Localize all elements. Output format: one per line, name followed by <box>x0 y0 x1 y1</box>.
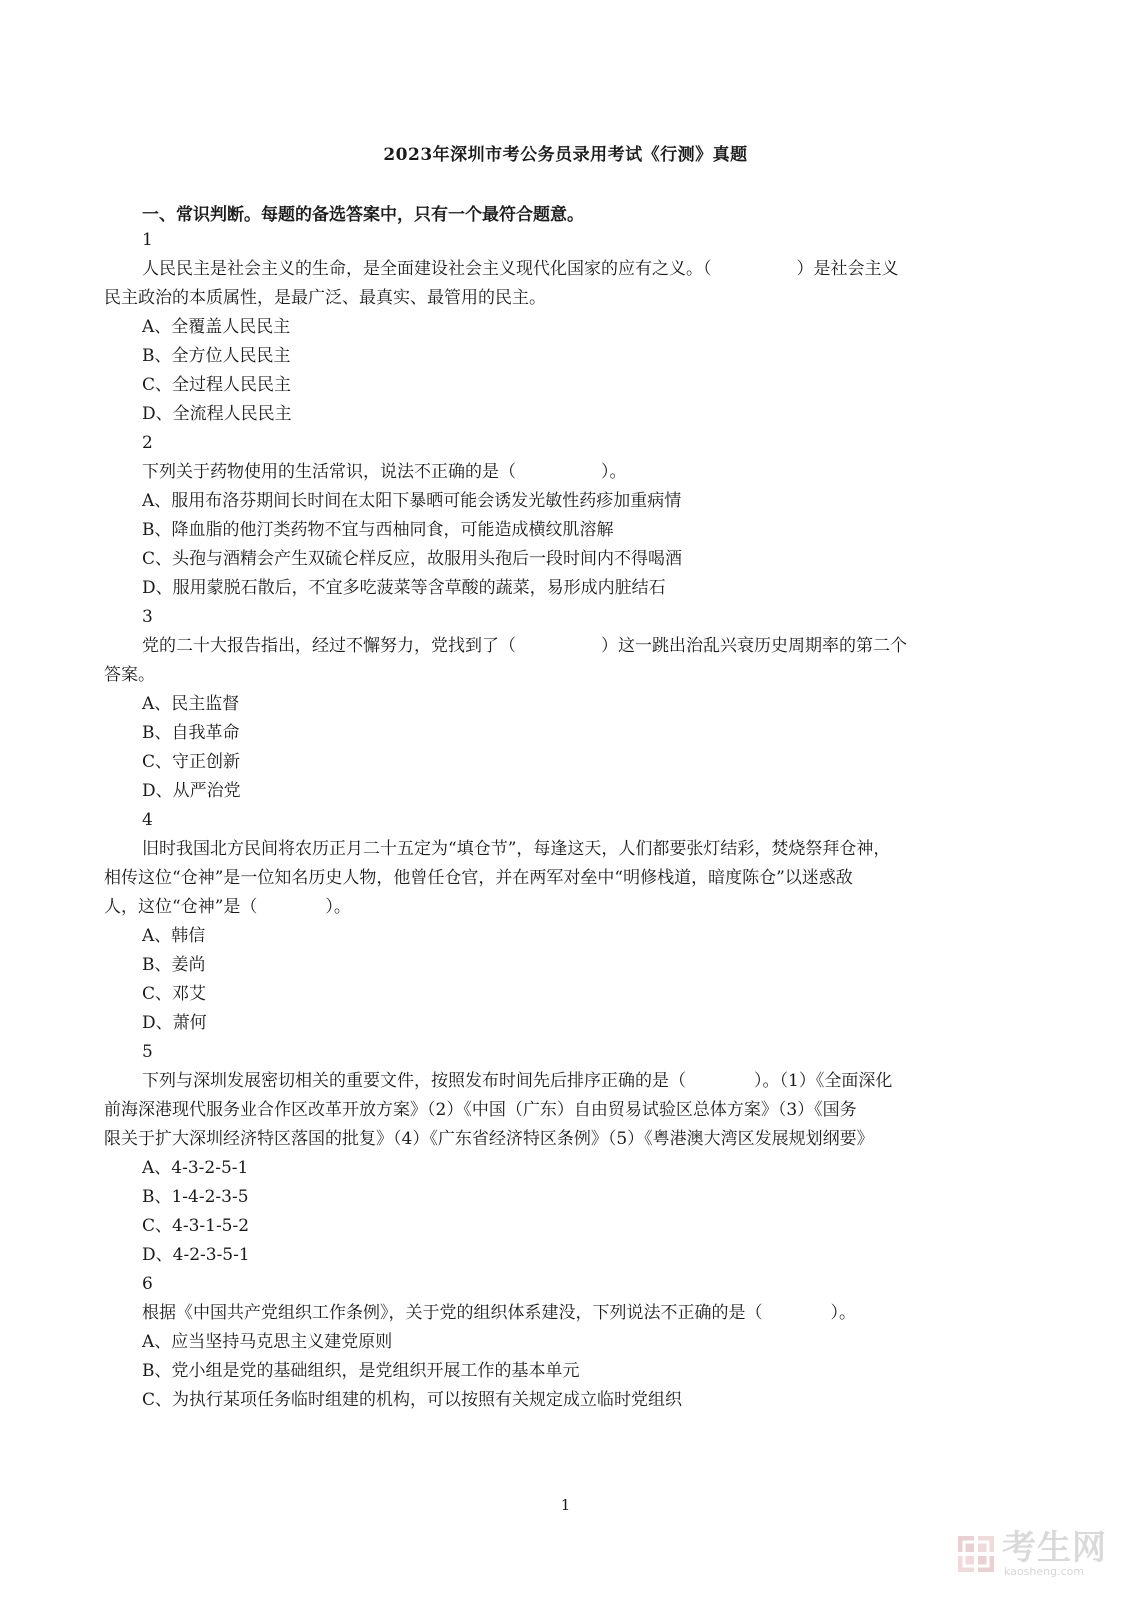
question-5 <box>104 1038 1030 1270</box>
option-d: D、萧何 <box>142 1013 207 1033</box>
question-number: 2 <box>142 433 153 453</box>
question-stem-line: 旧时我国北方民间将农历正月二十五定为“填仓节”，每逢这天，人们都要张灯结彩，焚烧祭拜仓神， <box>142 839 891 859</box>
option-d: D、服用蒙脱石散后，不宜多吃菠菜等含草酸的蔬菜，易形成内脏结石 <box>142 578 666 598</box>
document-title: 2023年深圳市考公务员录用考试《行测》真题 <box>383 145 748 165</box>
option-c: C、全过程人民民主 <box>142 375 292 395</box>
option-b: B、全方位人民民主 <box>142 346 291 366</box>
option-a: A、服用布洛芬期间长时间在太阳下暴晒可能会诱发光敏性药疹加重病情 <box>142 491 682 511</box>
option-b: B、降血脂的他汀类药物不宜与西柚同食，可能造成横纹肌溶解 <box>142 520 614 540</box>
option-d: D、从严治党 <box>142 781 241 801</box>
option-a: A、应当坚持马克思主义建党原则 <box>142 1332 393 1352</box>
question-number: 1 <box>142 230 153 250</box>
question-stem-line: 人民民主是社会主义的生命，是全面建设社会主义现代化国家的应有之义。（ ）是社会主义 <box>142 259 899 279</box>
watermark-name: 考生网 <box>1002 1528 1107 1568</box>
question-stem-line: 答案。 <box>104 665 155 685</box>
question-4 <box>104 806 1030 1038</box>
option-a: A、韩信 <box>142 926 206 946</box>
question-number: 5 <box>142 1042 153 1062</box>
question-1 <box>104 226 1030 429</box>
option-b: B、姜尚 <box>142 955 206 975</box>
question-stem-line: 党的二十大报告指出，经过不懈努力，党找到了（ ）这一跳出治乱兴衰历史周期率的第二个 <box>142 636 907 656</box>
option-a: A、民主监督 <box>142 694 240 714</box>
option-d: D、全流程人民民主 <box>142 404 292 424</box>
question-3 <box>104 603 1030 806</box>
question-stem-line: 根据《中国共产党组织工作条例》，关于党的组织体系建没，下列说法不正确的是（ ）。 <box>142 1303 856 1323</box>
question-stem-line: 相传这位“仓神”是一位知名历史人物，他曾任仓官，并在两军对垒中“明修栈道，暗度陈仓”以迷惑敌 <box>104 868 853 888</box>
option-c: C、头孢与酒精会产生双硫仑样反应，故服用头孢后一段时间内不得喝酒 <box>142 549 683 569</box>
page-number: 1 <box>560 1496 571 1514</box>
question-number: 3 <box>142 607 153 627</box>
question-number: 4 <box>142 810 153 830</box>
question-stem-line: 民主政治的本质属性，是最广泛、最真实、最管用的民主。 <box>104 288 546 308</box>
question-stem-line: 前海深港现代服务业合作区改革开放方案》（2）《中国（广东）自由贸易试验区总体方案》（3）《国务 <box>104 1100 857 1120</box>
watermark-text <box>1002 1530 1107 1578</box>
question-stem-line: 下列与深圳发展密切相关的重要文件，按照发布时间先后排序正确的是（ ）。（1）《全面深化 <box>142 1071 893 1091</box>
question-stem-line: 下列关于药物使用的生活常识，说法不正确的是（ ）。 <box>142 462 627 482</box>
option-b: B、1-4-2-3-5 <box>142 1187 249 1207</box>
question-number: 6 <box>142 1274 153 1294</box>
option-a: A、全覆盖人民民主 <box>142 317 291 337</box>
option-d: D、4-2-3-5-1 <box>142 1245 250 1265</box>
option-b: B、自我革命 <box>142 723 240 743</box>
option-b: B、党小组是党的基础组织，是党组织开展工作的基本单元 <box>142 1361 580 1381</box>
question-2 <box>104 429 1030 603</box>
question-stem-line: 人，这位“仓神”是（ ）。 <box>104 897 351 917</box>
option-a: A、4-3-2-5-1 <box>142 1158 249 1178</box>
option-c: C、守正创新 <box>142 752 241 772</box>
watermark-url: kaosheng.com <box>1004 1565 1085 1578</box>
question-stem-line: 限关于扩大深圳经济特区落国的批复》（4）《广东省经济特区条例》（5）《粤港澳大湾区发展规划纲要》 <box>104 1129 874 1149</box>
option-c: C、邓艾 <box>142 984 207 1004</box>
question-6 <box>104 1270 1030 1415</box>
option-c: C、4-3-1-5-2 <box>142 1216 250 1236</box>
section-heading: 一、常识判断。每题的备选答案中，只有一个最符合题意。 <box>142 205 584 225</box>
site-watermark <box>956 1530 1107 1578</box>
question-list <box>104 226 1030 1415</box>
kaosheng-logo-icon <box>956 1534 996 1574</box>
option-c: C、为执行某项任务临时组建的机构，可以按照有关规定成立临时党组织 <box>142 1390 683 1410</box>
